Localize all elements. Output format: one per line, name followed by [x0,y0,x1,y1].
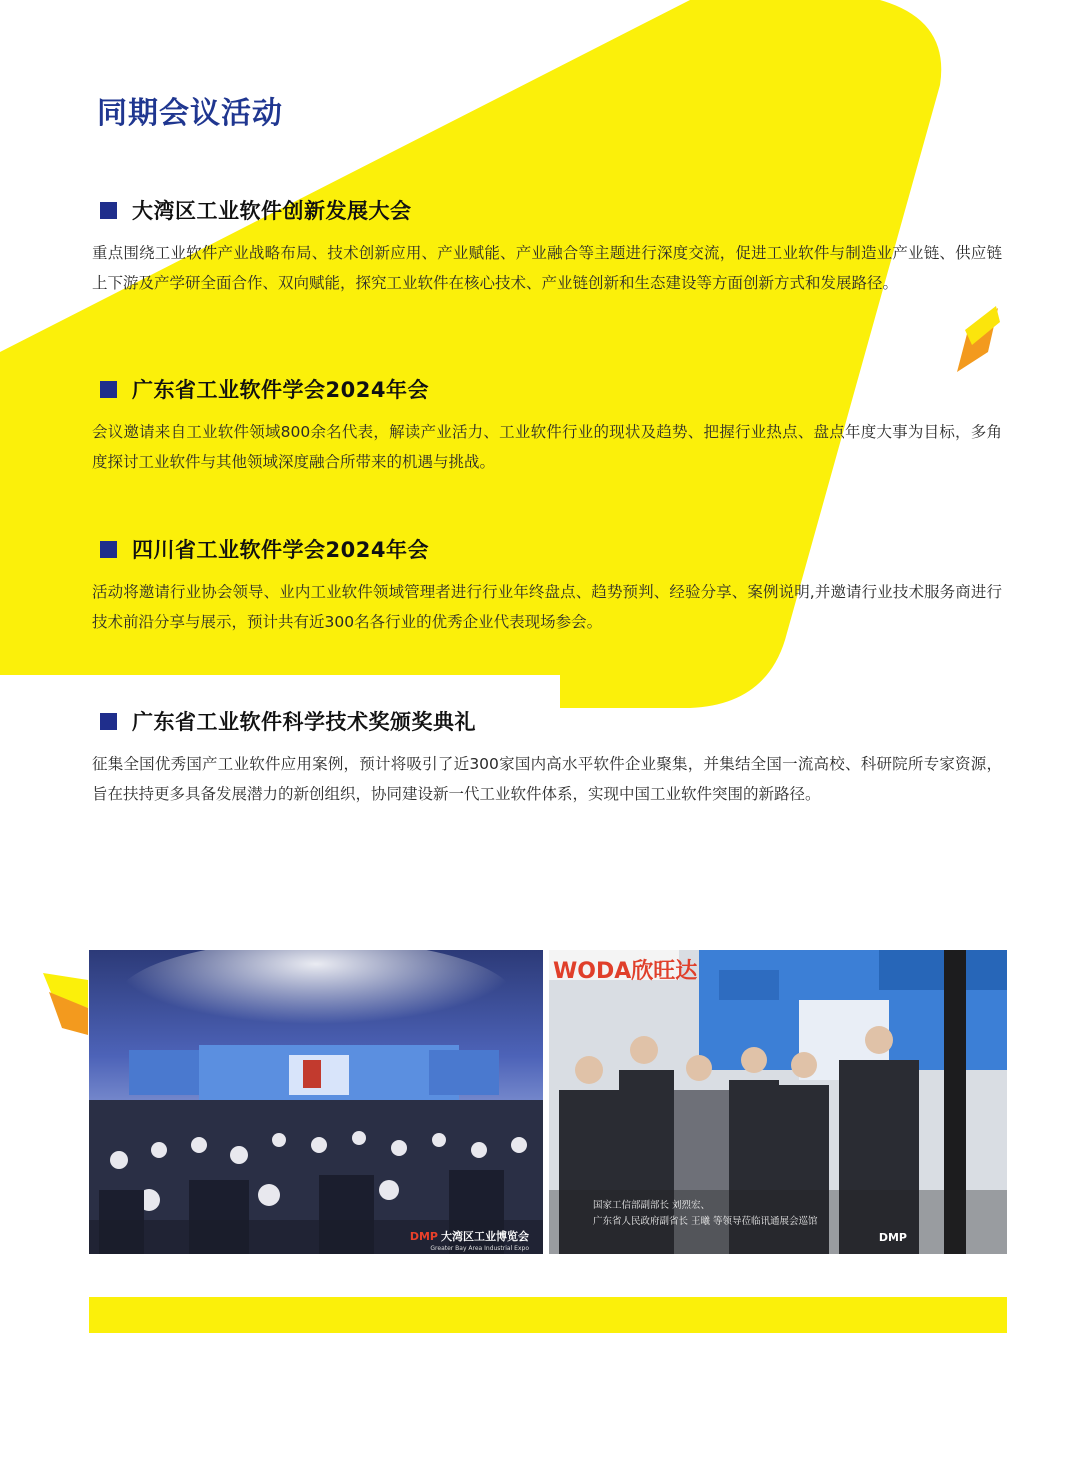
photo-caption [593,1198,818,1230]
caption-line-2: 广东省人民政府副省长 王曦 等领导莅临讯通展会巡馆 [593,1216,818,1227]
section-body: 征集全国优秀国产工业软件应用案例，预计将吸引了近300家国内高水平软件企业聚集，并集结全国一流高校、科研院所专家资源，旨在扶持更多具备发展潜力的新创组织，协同建设新一代工业软件体系，实现中国工业软件突围的新路径。 [92,755,1002,803]
expo-logo [410,1228,529,1244]
section-title: 广东省工业软件科学技术奖颁奖典礼 [132,710,476,734]
section-header [92,372,1002,406]
section-award-ceremony [92,704,1002,809]
section-title: 广东省工业软件学会2024年会 [132,378,429,402]
section-body: 活动将邀请行业协会领导、业内工业软件领域管理者进行行业年终盘点、趋势预判、经验分享、案例说明,并邀请行业技术服务商进行技术前沿分享与展示，预计共有近300名各行业的优秀企业代表现场参会。 [92,583,1002,631]
exhibitor-sign: WODA欣旺达 [553,959,698,984]
square-bullet-icon [100,541,117,558]
square-bullet-icon [100,713,117,730]
page-title: 同期会议活动 [97,96,283,131]
section-title: 四川省工业软件学会2024年会 [132,538,429,562]
expo-logo-subtitle: Greater Bay Area Industrial Expo [430,1245,529,1252]
section-greater-bay-conference [92,193,1002,298]
section-sichuan-annual-meeting [92,532,1002,637]
section-title: 大湾区工业软件创新发展大会 [132,199,412,223]
expo-logo-mark: DMP [409,1230,438,1243]
expo-logo-mark-right: DMP [878,1231,907,1244]
section-body: 会议邀请来自工业软件领域800余名代表，解读产业活力、工业软件行业的现状及趋势、把握行业热点、盘点年度大事为目标，多角度探讨工业软件与其他领域深度融合所带来的机遇与挑战。 [92,423,1002,471]
conference-hall-photo [89,950,543,1254]
square-bullet-icon [100,202,117,219]
caption-line-1: 国家工信部副部长 刘烈宏、 [593,1200,711,1211]
section-header [92,193,1002,227]
bottom-accent-bar [89,1297,1007,1333]
conference-hall-illustration [89,950,543,1254]
section-header [92,532,1002,566]
section-guangdong-annual-meeting [92,372,1002,477]
section-header [92,704,1002,738]
expo-logo-text: 大湾区工业博览会 [441,1230,529,1243]
exhibition-visit-photo [549,950,1007,1254]
square-bullet-icon [100,381,117,398]
section-body: 重点围绕工业软件产业战略布局、技术创新应用、产业赋能、产业融合等主题进行深度交流，促进工业软件与制造业产业链、供应链上下游及产学研全面合作、双向赋能，探究工业软件在核心技术、产业链创新和生态建设等方面创新方式和发展路径。 [92,244,1002,292]
